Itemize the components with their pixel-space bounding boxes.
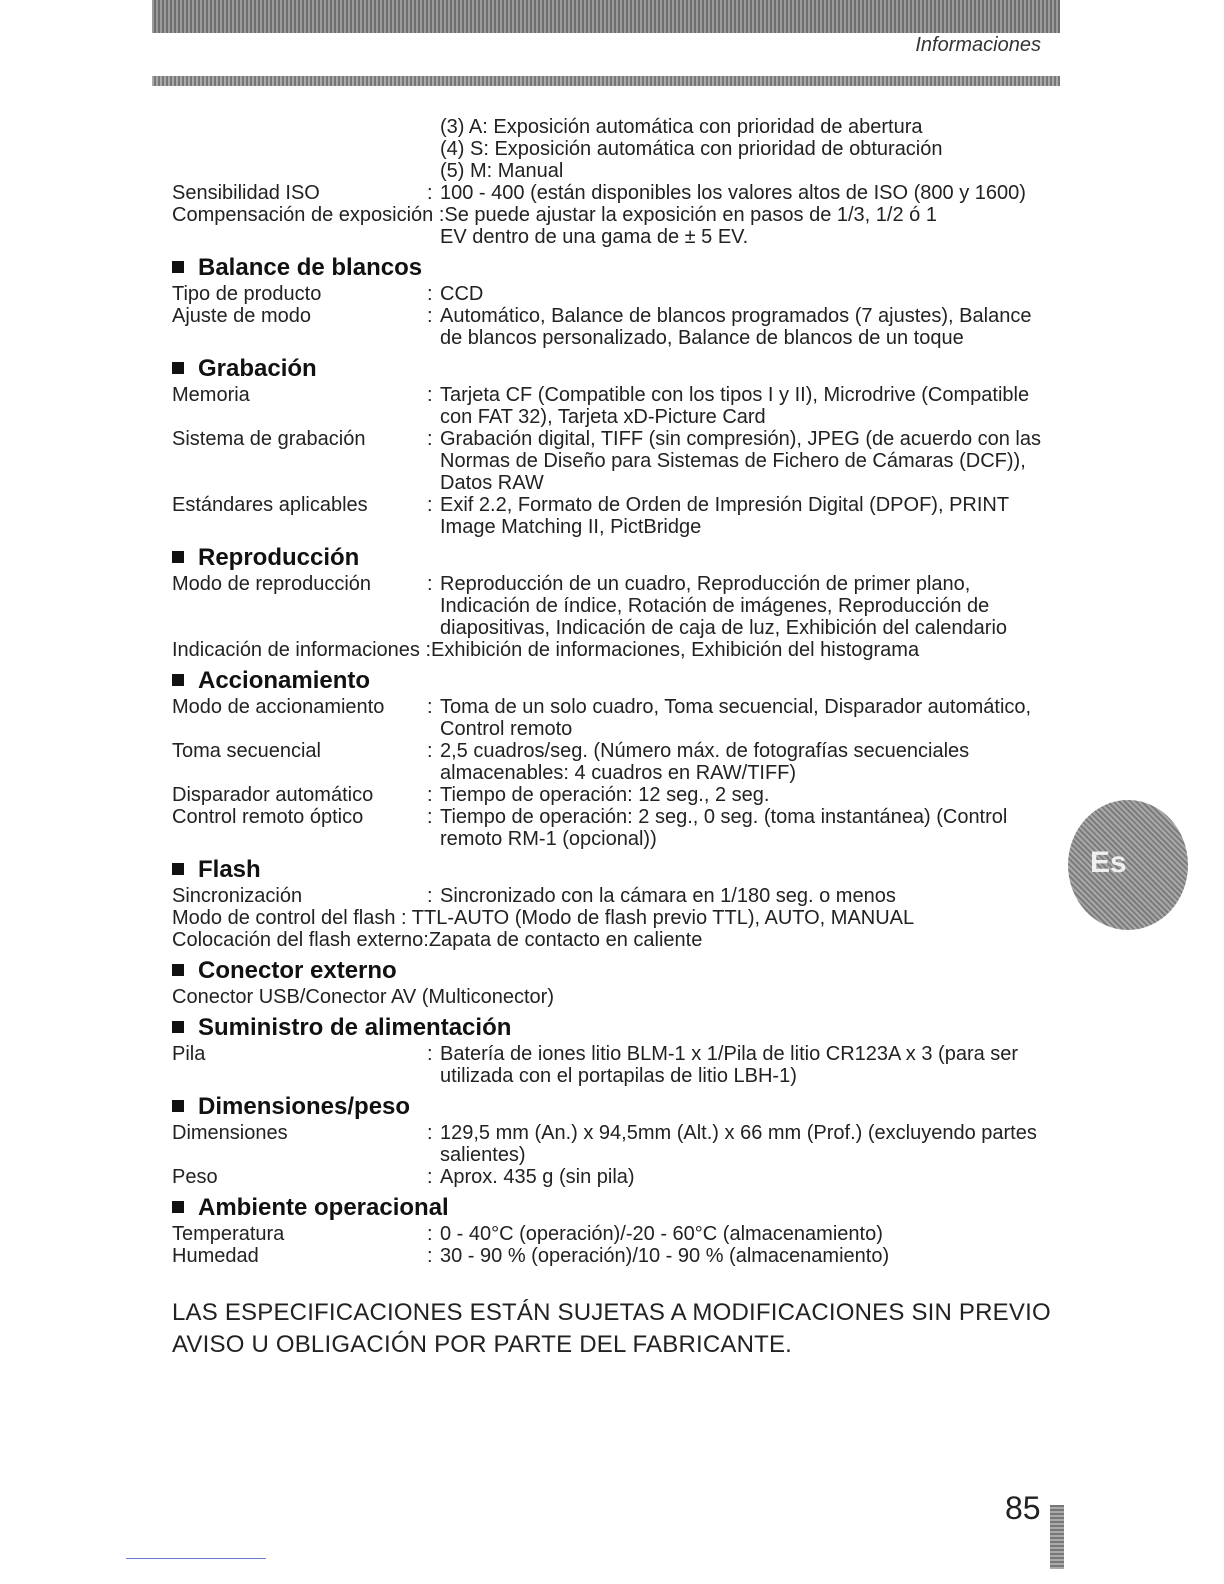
bullet-icon: [172, 551, 184, 563]
spec-label: Modo de reproducción: [172, 573, 372, 595]
spec-label: Tipo de producto: [172, 283, 322, 305]
spec-value: 30 - 90 % (operación)/10 - 90 % (almacenamiento): [440, 1245, 890, 1267]
bullet-icon: [172, 863, 184, 875]
spec-label: Toma secuencial: [172, 740, 321, 762]
section-title: Grabación: [198, 355, 317, 382]
section-title: Suministro de alimentación: [198, 1014, 512, 1041]
spec-separator: :: [427, 885, 433, 907]
section-title: Dimensiones/peso: [198, 1093, 411, 1120]
spec-label: Modo de accionamiento: [172, 696, 385, 718]
spec-label: Dimensiones: [172, 1122, 288, 1144]
header-rule: [152, 76, 1060, 86]
spec-label: Sistema de grabación: [172, 428, 366, 450]
spec-row: [172, 283, 1052, 305]
specifications-notice: LAS ESPECIFICACIONES ESTÁN SUJETAS A MODIFICACIONES SIN PREVIO AVISO U OBLIGACIÓN POR PARTE DEL FABRICANTE.: [172, 1299, 1051, 1358]
spec-label: Control remoto óptico: [172, 806, 364, 828]
spec-row: [172, 885, 1052, 907]
spec-value: Automático, Balance de blancos programados (7 ajustes), Balance de blancos personalizado, Balance de blancos de un toque: [440, 305, 1032, 349]
spec-row: [172, 806, 1052, 850]
section-heading: [172, 544, 1052, 572]
spec-row: [172, 784, 1052, 806]
spec-row: [172, 428, 1052, 494]
spec-value: Aprox. 435 g (sin pila): [440, 1166, 635, 1188]
bullet-icon: [172, 964, 184, 976]
spec-row: [172, 494, 1052, 538]
section-heading: [172, 1093, 1052, 1121]
spec-value: Grabación digital, TIFF (sin compresión), JPEG (de acuerdo con las Normas de Diseño para Sistemas de Fichero de Cámaras (DCF)), Datos RAW: [440, 428, 1041, 494]
section-heading: [172, 667, 1052, 695]
spec-value: CCD: [440, 283, 484, 305]
spec-separator: :: [427, 1223, 433, 1245]
spec-separator: :: [427, 784, 433, 806]
spec-value: Tarjeta CF (Compatible con los tipos I y II), Microdrive (Compatible con FAT 32), Tarjeta xD-Picture Card: [440, 384, 1030, 428]
spec-line: Indicación de informaciones :Exhibición de informaciones, Exhibición del histograma: [172, 639, 920, 661]
section-heading: [172, 957, 1052, 985]
spec-content: [172, 116, 1052, 1361]
page-edge-bar: [1050, 1505, 1064, 1569]
section-title: Ambiente operacional: [198, 1194, 449, 1221]
spec-line: Colocación del flash externo:Zapata de contacto en caliente: [172, 929, 703, 951]
spec-separator: :: [427, 1122, 433, 1144]
bullet-icon: [172, 1100, 184, 1112]
spec-row: [172, 1245, 1052, 1267]
spec-value: Reproducción de un cuadro, Reproducción de primer plano, Indicación de índice, Rotación de imágenes, Reproducción de diapositivas, Indicación de caja de luz, Exhibición del calendario: [440, 573, 1008, 639]
spec-label: Sincronización: [172, 885, 303, 907]
mode-line: (4) S: Exposición automática con prioridad de obturación: [440, 138, 943, 160]
spec-row: [172, 696, 1052, 740]
spec-separator: :: [427, 1043, 433, 1065]
spec-value: Batería de iones litio BLM-1 x 1/Pila de litio CR123A x 3 (para ser utilizada con el portapilas de litio LBH-1): [440, 1043, 1019, 1087]
spec-separator: :: [427, 305, 433, 327]
spec-label: Disparador automático: [172, 784, 374, 806]
spec-value: 2,5 cuadros/seg. (Número máx. de fotografías secuenciales almacenables: 4 cuadros en RAW/TIFF): [440, 740, 970, 784]
bullet-icon: [172, 362, 184, 374]
spec-line: Compensación de exposición :Se puede ajustar la exposición en pasos de 1/3, 1/2 ó 1: [172, 204, 937, 226]
spec-row: [172, 573, 1052, 639]
spec-separator: :: [427, 1166, 433, 1188]
spec-separator: :: [427, 1245, 433, 1267]
spec-row: [172, 384, 1052, 428]
bullet-icon: [172, 674, 184, 686]
section-heading: [172, 1194, 1052, 1222]
spec-label: Peso: [172, 1166, 218, 1188]
spec-line: Conector USB/Conector AV (Multiconector): [172, 986, 555, 1008]
spec-separator: :: [427, 428, 433, 450]
spec-separator: :: [427, 696, 433, 718]
spec-value: 100 - 400 (están disponibles los valores altos de ISO (800 y 1600): [440, 182, 1026, 204]
spec-value: Tiempo de operación: 2 seg., 0 seg. (toma instantánea) (Control remoto RM-1 (opcional)): [440, 806, 1008, 850]
spec-value: Exif 2.2, Formato de Orden de Impresión Digital (DPOF), PRINT Image Matching II, PictBridge: [440, 494, 1009, 538]
language-tab-label: Es: [1090, 846, 1127, 879]
spec-separator: :: [427, 494, 433, 516]
section-title: Reproducción: [198, 544, 360, 571]
mode-line: (5) M: Manual: [440, 160, 564, 182]
page-number: 85: [1005, 1490, 1041, 1526]
spec-row: [172, 1166, 1052, 1188]
section-title: Balance de blancos: [198, 254, 423, 281]
spec-row: [172, 1223, 1052, 1245]
spec-separator: :: [427, 573, 433, 595]
bullet-icon: [172, 1021, 184, 1033]
spec-value: Sincronizado con la cámara en 1/180 seg. o menos: [440, 885, 896, 907]
spec-row: [172, 182, 1052, 204]
section-heading: [172, 856, 1052, 884]
spec-separator: :: [427, 384, 433, 406]
spec-row: [172, 740, 1052, 784]
spec-value: Tiempo de operación: 12 seg., 2 seg.: [440, 784, 770, 806]
spec-value: 129,5 mm (An.) x 94,5mm (Alt.) x 66 mm (Prof.) (excluyendo partes salientes): [440, 1122, 1037, 1166]
spec-value: 0 - 40°C (operación)/-20 - 60°C (almacenamiento): [440, 1223, 883, 1245]
section-heading: [172, 355, 1052, 383]
language-tab: [1068, 800, 1188, 930]
section-title: Conector externo: [198, 957, 397, 984]
section-heading: [172, 1014, 1052, 1042]
spec-label: Pila: [172, 1043, 206, 1065]
footer-link-line: [126, 1558, 266, 1559]
spec-row: [172, 305, 1052, 349]
spec-separator: :: [427, 740, 433, 762]
spec-line: Modo de control del flash : TTL-AUTO (Modo de flash previo TTL), AUTO, MANUAL: [172, 907, 915, 929]
bullet-icon: [172, 261, 184, 273]
spec-label: Sensibilidad ISO: [172, 182, 320, 204]
spec-separator: :: [427, 806, 433, 828]
bullet-icon: [172, 1201, 184, 1213]
mode-line: (3) A: Exposición automática con prioridad de abertura: [440, 116, 923, 138]
top-banner: [152, 0, 1060, 33]
spec-separator: :: [427, 283, 433, 305]
spec-label: Ajuste de modo: [172, 305, 311, 327]
spec-row: [172, 1122, 1052, 1166]
section-title: Accionamiento: [198, 667, 371, 694]
spec-label: Memoria: [172, 384, 250, 406]
spec-separator: :: [427, 182, 433, 204]
spec-label: Humedad: [172, 1245, 259, 1267]
spec-label: Estándares aplicables: [172, 494, 368, 516]
section-heading: [172, 254, 1052, 282]
spec-label: Temperatura: [172, 1223, 285, 1245]
spec-line-cont: EV dentro de una gama de ± 5 EV.: [440, 226, 749, 248]
spec-row: [172, 1043, 1052, 1087]
section-title: Flash: [198, 856, 261, 883]
spec-value: Toma de un solo cuadro, Toma secuencial, Disparador automático, Control remoto: [440, 696, 1032, 740]
page-header-label: Informaciones: [915, 34, 1041, 56]
